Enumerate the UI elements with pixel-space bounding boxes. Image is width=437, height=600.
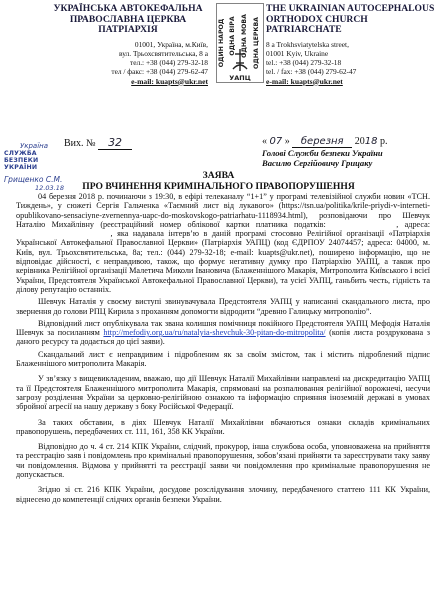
paragraph-8: Згідно зі ст. 216 КПК України, досудове розслідування злочину, передбаченого статтею 111 КК України, віднесено до компетенції слідчих органів безпеки України. [16, 485, 430, 504]
paragraph-6: За таких обставин, в діях Шевчук Наталії Михайлівни вбачаються ознаки складів кримінальних правопорушень, передбачених ст. 111, 161, 358 КК України. [16, 417, 430, 436]
stamp-country: Україна [19, 142, 49, 150]
paragraph-4: Скандальний лист є неправдивим і підробленим як за своїм змістом, так і містить підроблений підпис Блаженнішого митрополита Макарія. [16, 349, 430, 369]
date-year: 18 [364, 136, 378, 147]
outgoing-number [64, 136, 132, 150]
stamp-date: 12.03.18 [35, 184, 64, 192]
letter-date: « 07 » березня 2018 р. [262, 136, 388, 147]
paragraph-3: Відповідний лист опублікувала так звана колишня помічниця покійного Предстоятеля УАПЦ Мефодія Наталія Шевчук за посиланням http://mefodiy.org.ua/ru/natalyia-shevchuk-30-pitan-do-mitropolita/ (копія листа роздрукована з даного ресурсу та додається до цієї заяви). [16, 318, 430, 347]
paragraph-7: Відповідно до ч. 4 ст. 214 КПК України, слідчий, прокурор, інша службова особа, уповноважена на прийняття та реєстрацію заяв і повідомлень про кримінальні правопорушення, зобов’язані прийняти та зареєструвати таку заяву чи повідомлення. Відмова у прийнятті та реєстрації заяви чи повідомлення про кримінальне правопорушення не допускається. [16, 442, 430, 480]
emblem-uapc: УАПЦ [229, 74, 251, 82]
email-link-en[interactable]: e-mail: kuapts@ukr.net [266, 76, 343, 86]
paragraph-1: 04 березня 2018 р. починаючи з 19:30, в ефірі телеканалу “1+1” у програмі телевізійної служби новин «ТСН. Тиждень», у сюжеті Сергія Гальченка «Таємний лист від лукавого» (https://tsn.ua/politika/krile-priydi-v-interneti-opublikovano-sensaciyne-zvernennya-uapc-do-moskovskogo-patriarhatu-1118934.html), розповідаючи про Шевчук Наталію Михайлівну (реєстраційний номер облікової картки платника податків: , адреса: , яка надавала інтерв’ю в даній програмі стосовно Релігійної організації «Патріархія Української Автокефальної Православної Церкви» (Патріархія УАПЦ) (код ЄДРПОУ 24074457; адреса: 04000, м. Київ, вул. Трьохсвятительська, 8а; тел.: (044) 279-32-18; e-mail: kuapts@ukr.net), поширено інформацію, що не відповідає дійсності, є неправдивою, також, що формує негативну думку про Патріархію УАПЦ, а також про керівника Релігійної організації Малетича Миколи Івановича (Блаженнішого Макарія, Митрополита Київського і всієї України, Предстоятеля Української Автокефальної Православної Церкви), та усієї УАПЦ, ганьбить честь, гідність та ділову репутацію останніх. [16, 192, 431, 294]
outgoing-value: 32 [98, 136, 132, 150]
redacted-address [16, 229, 106, 238]
document-title: ЗАЯВА ПРО ВЧИНЕННЯ КРИМІНАЛЬНОГО ПРАВОПОРУШЕННЯ [82, 170, 355, 192]
emblem-text-4: ОДНА ЦЕРКВА [253, 17, 260, 69]
emblem-text-2: ОДНА ВІРА [229, 16, 236, 56]
date-month: березня [292, 136, 352, 148]
emblem-text-3: ОДНА МОВА [241, 14, 248, 58]
letterhead-right [266, 4, 436, 86]
addressee: Голові Служби безпеки України Василю Сергійовичу Грицаку [262, 148, 383, 168]
outgoing-label: Вих. № [64, 138, 96, 149]
date-day: 07 [269, 136, 283, 147]
address-ua: 01001, Україна, м.Київ, вул. Трьохсвятительська, 8 а тел.: +38 (044) 279-32-18 тел / факс: +38 (044) 279-62-47 e-mail: kuapts@ukr.net [48, 40, 208, 86]
letterhead-left [48, 4, 208, 86]
document-body [16, 192, 430, 507]
paragraph-5: У зв’язку з вищевикладеним, вважаю, що дії Шевчук Наталії Михайлівни направлені на дискредитацію УАПЦ та її Предстоятеля Блаженнішого митрополита Макарія, спрямовані на розпалювання релігійної ворожнечі, несучи загрозу розділення України за церковно-релігійною ознакою та інформацію сприяння іноземній державі в умовах збройної агресії на нашу державу з боку Російської Федерації. [16, 374, 430, 412]
source-link[interactable]: http://mefodiy.org.ua/ru/natalyia-shevchuk-30-pitan-do-mitropolita/ [103, 328, 326, 338]
stamp-agency: СЛУЖБА БЕЗПЕКИ УКРАЇНИ [4, 150, 39, 171]
emblem-graphic [216, 3, 264, 83]
org-name-en: THE UKRAINIAN AUTOCEPHALOUS ORTHODOX CHURCH PATRIARCHATE [266, 3, 435, 36]
paragraph-2: Шевчук Наталія у своєму виступі звинувачувала Предстоятеля УАПЦ у написанні скандального листа, про звернення до голови РПЦ Кирила з проханням допомогти відродити “древню Галицьку митрополію”. [16, 297, 430, 316]
email-link-ua[interactable]: e-mail: kuapts@ukr.net [131, 76, 208, 86]
address-en: 8 a Trokhsviatytelska street, 01001 Kyiv, Ukraine tel.: +38 (044) 279-32-18 tel. / fax: +38 (044) 279-62-47 e-mail: kuapts@ukr.net [266, 40, 436, 86]
emblem-text-1: ОДИН НАРОД [218, 18, 225, 68]
org-name-ua: УКРАЇНСЬКА АВТОКЕФАЛЬНА ПРАВОСЛАВНА ЦЕРКВА ПАТРІАРХІЯ [53, 3, 203, 36]
stamp-signature: Грищенко С.М. [4, 175, 63, 184]
church-emblem [216, 3, 264, 83]
redacted-tax-id [332, 220, 396, 229]
